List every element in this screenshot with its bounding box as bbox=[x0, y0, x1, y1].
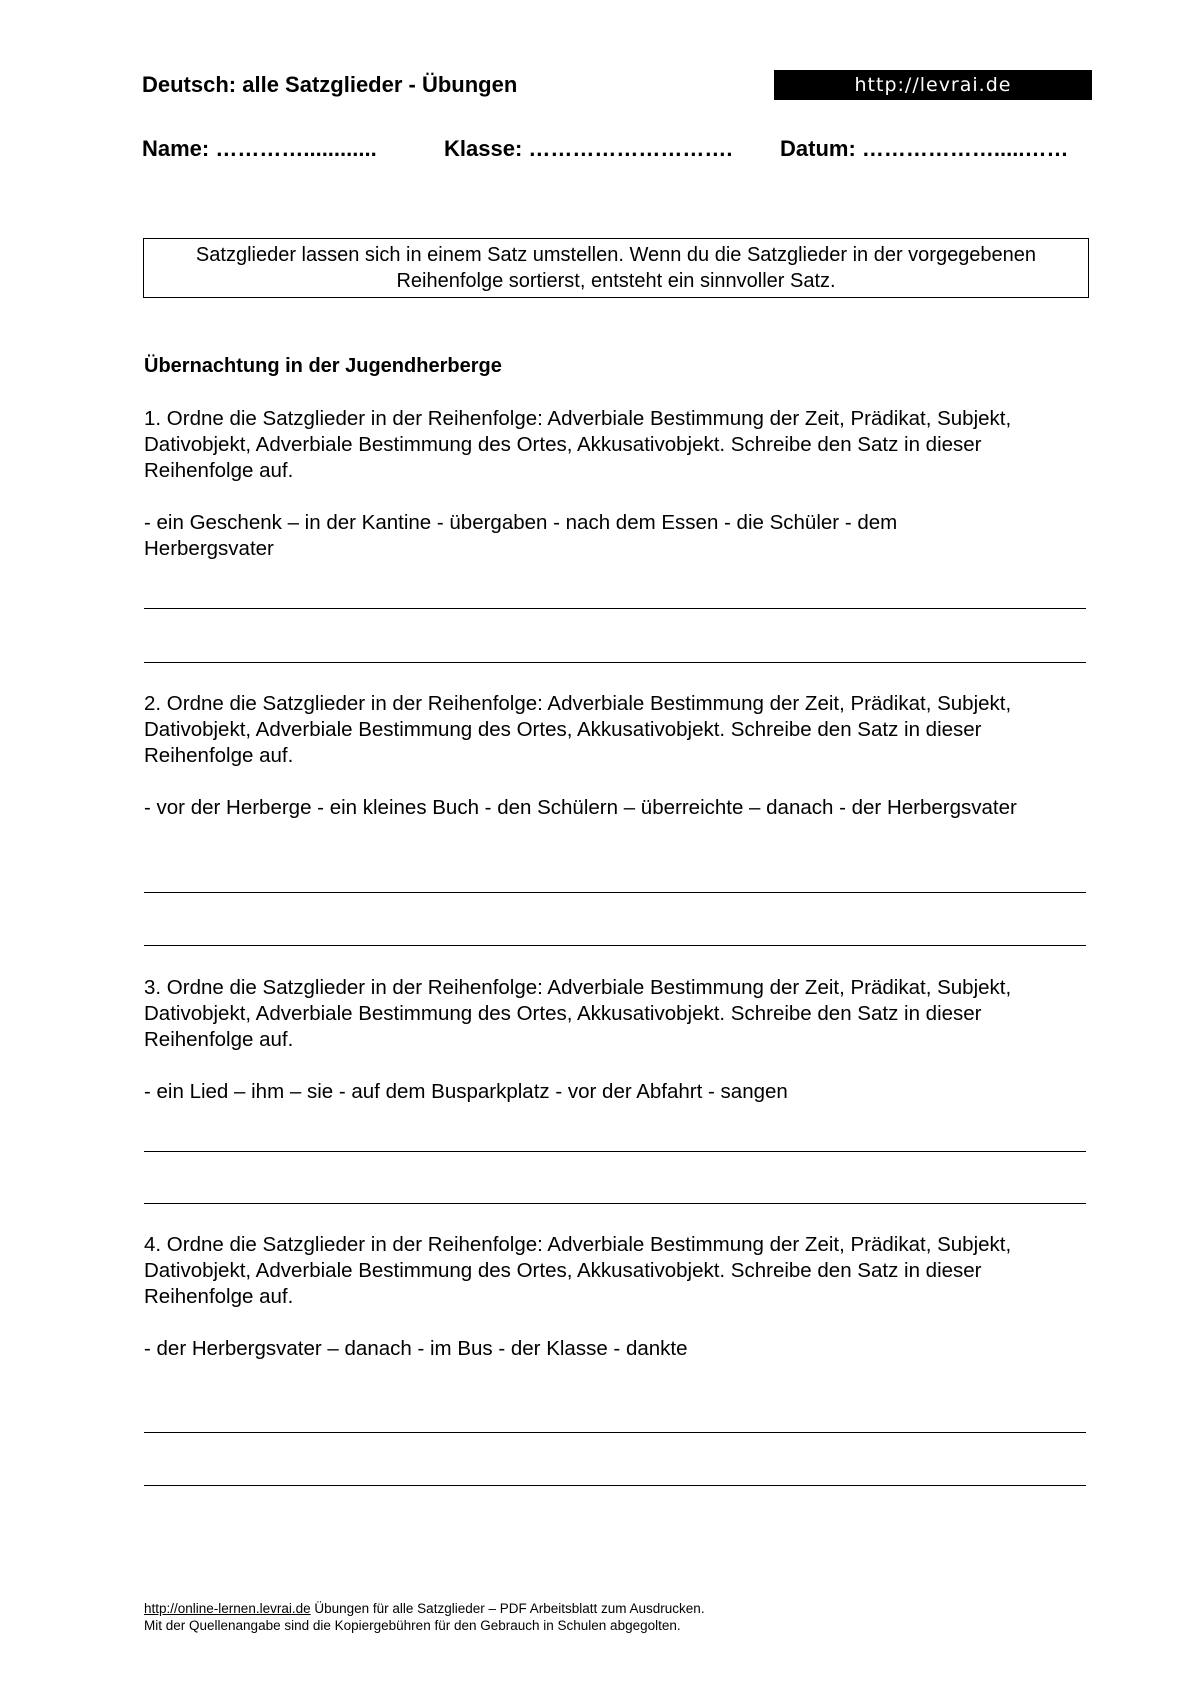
exercise-1 bbox=[144, 406, 1094, 562]
answer-line[interactable] bbox=[144, 608, 1086, 609]
answer-line[interactable] bbox=[144, 1151, 1086, 1152]
exercise-instruction: 4. Ordne die Satzglieder in der Reihenfolge: Adverbiale Bestimmung der Zeit, Prädikat, Subjekt, Dativobjekt, Adverbiale Bestimmung des Ortes, Akkusativobjekt. Schreibe den Satz in dieser Reihenfolge auf. bbox=[144, 1233, 1012, 1308]
section-heading: Übernachtung in der Jugendherberge bbox=[144, 355, 502, 377]
exercise-words: - ein Lied – ihm – sie - auf dem Busparkplatz - vor der Abfahrt - sangen bbox=[144, 1080, 788, 1103]
url-badge: http://levrai.de bbox=[774, 70, 1092, 100]
exercise-2 bbox=[144, 691, 1094, 821]
footer bbox=[144, 1600, 705, 1634]
header bbox=[142, 68, 1092, 102]
exercise-3 bbox=[144, 975, 1094, 1105]
info-line-1: Satzglieder lassen sich in einem Satz umstellen. Wenn du die Satzglieder in der vorgegebenen bbox=[195, 244, 1037, 266]
exercise-4 bbox=[144, 1232, 1094, 1362]
page-title: Deutsch: alle Satzglieder - Übungen bbox=[142, 72, 518, 97]
exercise-words: - ein Geschenk – in der Kantine - übergaben - nach dem Essen - die Schüler - dem Herbergsvater bbox=[144, 511, 898, 560]
answer-line[interactable] bbox=[144, 1432, 1086, 1433]
exercise-instruction: 1. Ordne die Satzglieder in der Reihenfolge: Adverbiale Bestimmung der Zeit, Prädikat, Subjekt, Dativobjekt, Adverbiale Bestimmung des Ortes, Akkusativobjekt. Schreibe den Satz in dieser Reihenfolge auf. bbox=[144, 407, 1012, 482]
answer-line[interactable] bbox=[144, 662, 1086, 663]
klasse-field: Klasse: ………………………. bbox=[444, 136, 733, 161]
answer-line[interactable] bbox=[144, 1485, 1086, 1486]
exercise-instruction: 3. Ordne die Satzglieder in der Reihenfolge: Adverbiale Bestimmung der Zeit, Prädikat, Subjekt, Dativobjekt, Adverbiale Bestimmung des Ortes, Akkusativobjekt. Schreibe den Satz in dieser Reihenfolge auf. bbox=[144, 976, 1012, 1051]
exercise-words: - der Herbergsvater – danach - im Bus - der Klasse - dankte bbox=[144, 1337, 688, 1360]
footer-text-1: Übungen für alle Satzglieder – PDF Arbeitsblatt zum Ausdrucken. bbox=[310, 1601, 705, 1616]
footer-line-1 bbox=[144, 1600, 705, 1617]
answer-line[interactable] bbox=[144, 892, 1086, 893]
footer-line-2: Mit der Quellenangabe sind die Kopiergebühren für den Gebrauch in Schulen abgegolten. bbox=[144, 1618, 681, 1633]
answer-line[interactable] bbox=[144, 945, 1086, 946]
info-line-2: Reihenfolge sortierst, entsteht ein sinnvoller Satz. bbox=[396, 270, 836, 292]
answer-line[interactable] bbox=[144, 1203, 1086, 1204]
footer-link[interactable]: http://online-lernen.levrai.de bbox=[144, 1601, 311, 1616]
exercise-instruction: 2. Ordne die Satzglieder in der Reihenfolge: Adverbiale Bestimmung der Zeit, Prädikat, Subjekt, Dativobjekt, Adverbiale Bestimmung des Ortes, Akkusativobjekt. Schreibe den Satz in dieser Reihenfolge auf. bbox=[144, 692, 1012, 767]
exercise-words: - vor der Herberge - ein kleines Buch - den Schülern – überreichte – danach - der Herbergsvater bbox=[144, 796, 1017, 819]
datum-field: Datum: ……………….....…… bbox=[780, 136, 1069, 161]
name-field: Name: …………............ bbox=[142, 136, 377, 161]
info-box bbox=[143, 238, 1089, 298]
